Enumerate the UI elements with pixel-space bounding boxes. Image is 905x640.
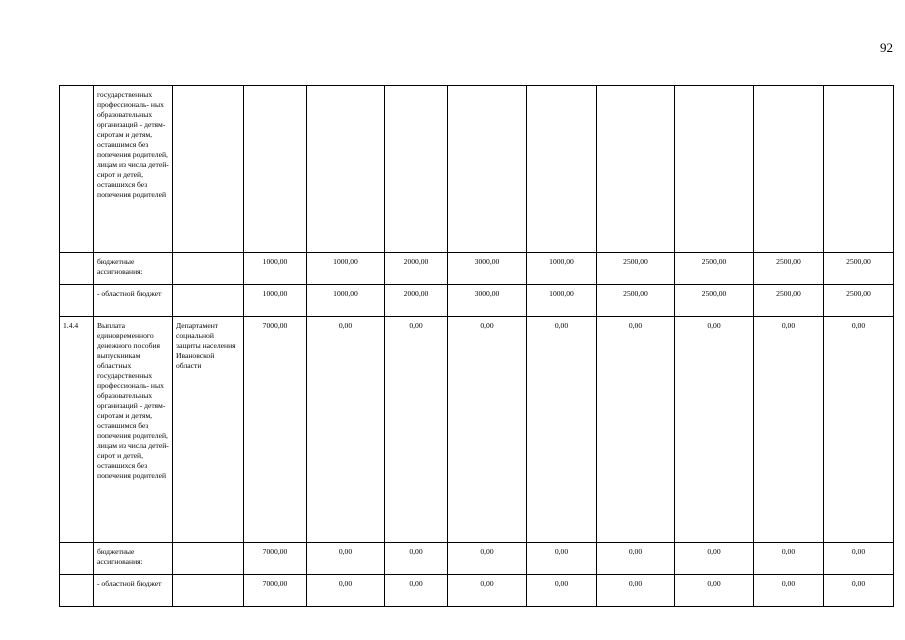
cell-value: 0,00 (448, 575, 527, 607)
cell-value: 2500,00 (754, 285, 824, 317)
cell-value (754, 86, 824, 253)
cell-executor (173, 575, 244, 607)
cell-value: 0,00 (754, 575, 824, 607)
cell-executor (173, 86, 244, 253)
cell-code (60, 575, 94, 607)
table-body (60, 86, 894, 607)
cell-value (307, 86, 385, 253)
cell-value: 7000,00 (244, 543, 307, 575)
cell-value (675, 86, 754, 253)
table-row (60, 317, 894, 543)
cell-value: 0,00 (597, 317, 675, 543)
cell-value (597, 86, 675, 253)
cell-executor (173, 285, 244, 317)
cell-value: 2500,00 (824, 253, 894, 285)
cell-name: - областной бюджет (94, 575, 173, 607)
cell-value: 1000,00 (527, 285, 597, 317)
cell-name: бюджетные ассигнования: (94, 543, 173, 575)
cell-value: 2500,00 (675, 253, 754, 285)
cell-value: 0,00 (754, 543, 824, 575)
cell-value: 0,00 (448, 543, 527, 575)
cell-code (60, 285, 94, 317)
table-row (60, 285, 894, 317)
cell-value: 0,00 (675, 543, 754, 575)
cell-value: 1000,00 (244, 253, 307, 285)
cell-value: 0,00 (824, 575, 894, 607)
cell-value: 0,00 (675, 575, 754, 607)
cell-code (60, 253, 94, 285)
cell-value: 0,00 (527, 317, 597, 543)
cell-value: 3000,00 (448, 285, 527, 317)
budget-table (59, 85, 894, 607)
cell-value: 1000,00 (307, 253, 385, 285)
cell-code (60, 543, 94, 575)
cell-value (527, 86, 597, 253)
cell-executor: Департамент социальной защиты населения Ивановской области (173, 317, 244, 543)
cell-value: 0,00 (385, 543, 448, 575)
cell-name: Выплата единовременного денежного пособия выпускникам областных государственных профессиональ- ных образовательных организаций - детям-сиротам и детям, оставшимся без попечения родителей, лицам из числа детей- сирот и детей, оставшихся без попечения родителей (94, 317, 173, 543)
cell-value: 0,00 (824, 543, 894, 575)
cell-value: 0,00 (307, 543, 385, 575)
cell-value: 1000,00 (244, 285, 307, 317)
cell-value: 2500,00 (597, 285, 675, 317)
cell-value (824, 86, 894, 253)
cell-name: бюджетные ассигнования: (94, 253, 173, 285)
cell-value: 0,00 (307, 575, 385, 607)
cell-name: государственных профессиональ- ных образовательных организаций - детям-сиротам и детям, оставшимся без попечения родителей, лицам из числа детей- сирот и детей, оставшихся без попечения родителей (94, 86, 173, 253)
cell-value: 0,00 (385, 575, 448, 607)
cell-value: 2500,00 (754, 253, 824, 285)
cell-value: 0,00 (597, 575, 675, 607)
cell-value: 1000,00 (527, 253, 597, 285)
cell-value: 1000,00 (307, 285, 385, 317)
cell-value: 0,00 (754, 317, 824, 543)
cell-value: 0,00 (448, 317, 527, 543)
cell-value: 3000,00 (448, 253, 527, 285)
cell-value: 0,00 (675, 317, 754, 543)
cell-value (385, 86, 448, 253)
cell-code (60, 86, 94, 253)
table-row (60, 543, 894, 575)
page-number: 92 (880, 40, 893, 55)
cell-value: 0,00 (307, 317, 385, 543)
table-row (60, 86, 894, 253)
cell-name: - областной бюджет (94, 285, 173, 317)
cell-value: 0,00 (824, 317, 894, 543)
cell-value: 2000,00 (385, 253, 448, 285)
cell-code: 1.4.4 (60, 317, 94, 543)
cell-value: 2500,00 (824, 285, 894, 317)
cell-value: 2500,00 (675, 285, 754, 317)
cell-value (448, 86, 527, 253)
table-row (60, 575, 894, 607)
cell-value (244, 86, 307, 253)
cell-executor (173, 253, 244, 285)
cell-value: 0,00 (527, 575, 597, 607)
cell-value: 0,00 (385, 317, 448, 543)
cell-value: 7000,00 (244, 575, 307, 607)
cell-value: 0,00 (597, 543, 675, 575)
cell-executor (173, 543, 244, 575)
cell-value: 2500,00 (597, 253, 675, 285)
cell-value: 2000,00 (385, 285, 448, 317)
table-row (60, 253, 894, 285)
cell-value: 7000,00 (244, 317, 307, 543)
cell-value: 0,00 (527, 543, 597, 575)
